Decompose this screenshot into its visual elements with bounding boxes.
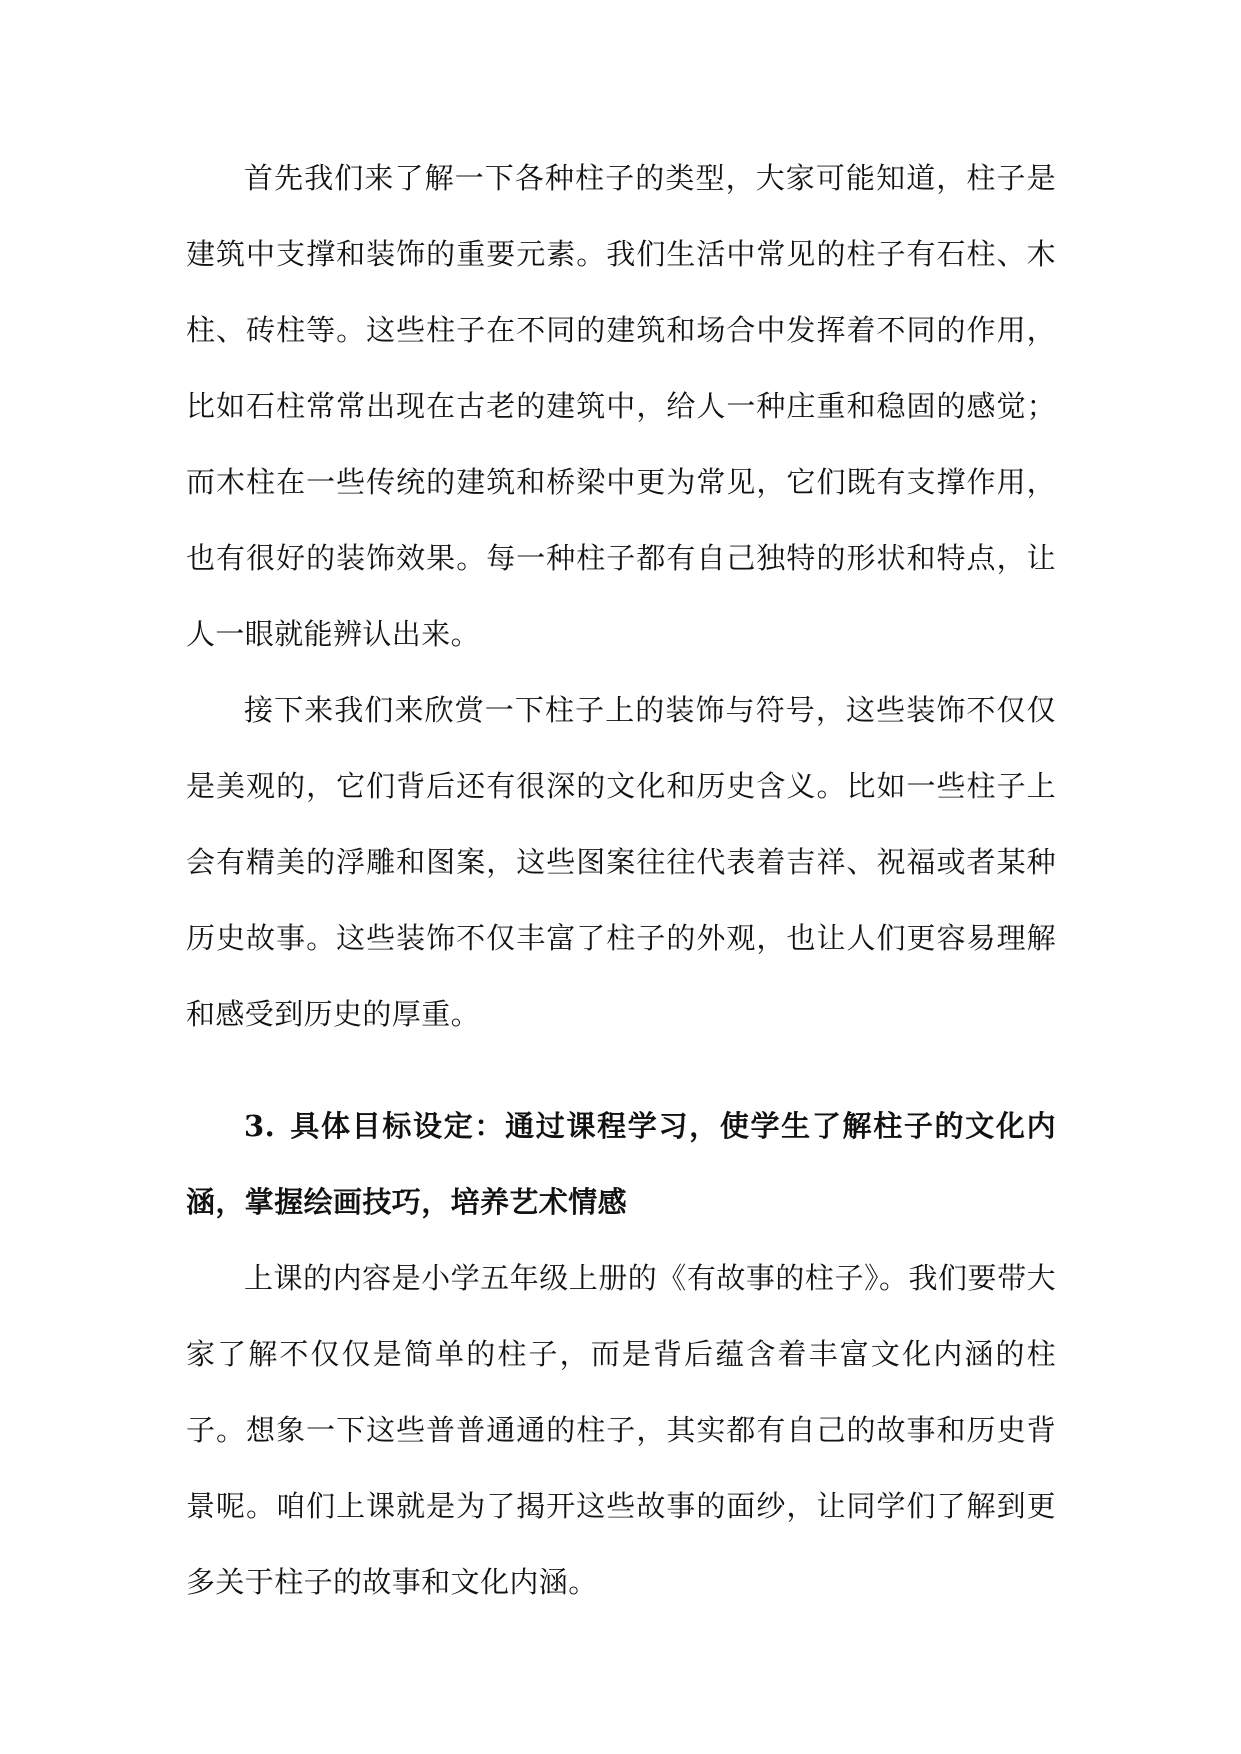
paragraph-decorations-symbols: 接下来我们来欣赏一下柱子上的装饰与符号，这些装饰不仅仅是美观的，它们背后还有很深的文化和历史含义。比如一些柱子上会有精美的浮雕和图案，这些图案往往代表着吉祥、祝福或者某种历史故事。这些装饰不仅丰富了柱子的外观，也让人们更容易理解和感受到历史的厚重。: [186, 693, 1056, 1031]
section-heading-number: 3.: [244, 1109, 276, 1143]
document-body: [186, 140, 1056, 1620]
paragraph-column-types: 首先我们来了解一下各种柱子的类型，大家可能知道，柱子是建筑中支撑和装饰的重要元素。我们生活中常见的柱子有石柱、木柱、砖柱等。这些柱子在不同的建筑和场合中发挥着不同的作用，比如石柱常常出现在古老的建筑中，给人一种庄重和稳固的感觉；而木柱在一些传统的建筑和桥梁中更为常见，它们既有支撑作用，也有很好的装饰效果。每一种柱子都有自己独特的形状和特点，让人一眼就能辨认出来。: [186, 161, 1056, 651]
section-heading-text: 具体目标设定：通过课程学习，使学生了解柱子的文化内涵，掌握绘画技巧，培养艺术情感: [186, 1109, 1056, 1219]
paragraph-lesson-content: 上课的内容是小学五年级上册的《有故事的柱子》。我们要带大家了解不仅仅是简单的柱子，而是背后蕴含着丰富文化内涵的柱子。想象一下这些普普通通的柱子，其实都有自己的故事和历史背景呢。咱们上课就是为了揭开这些故事的面纱，让同学们了解到更多关于柱子的故事和文化内涵。: [186, 1261, 1056, 1599]
section-heading: [186, 1088, 1056, 1240]
